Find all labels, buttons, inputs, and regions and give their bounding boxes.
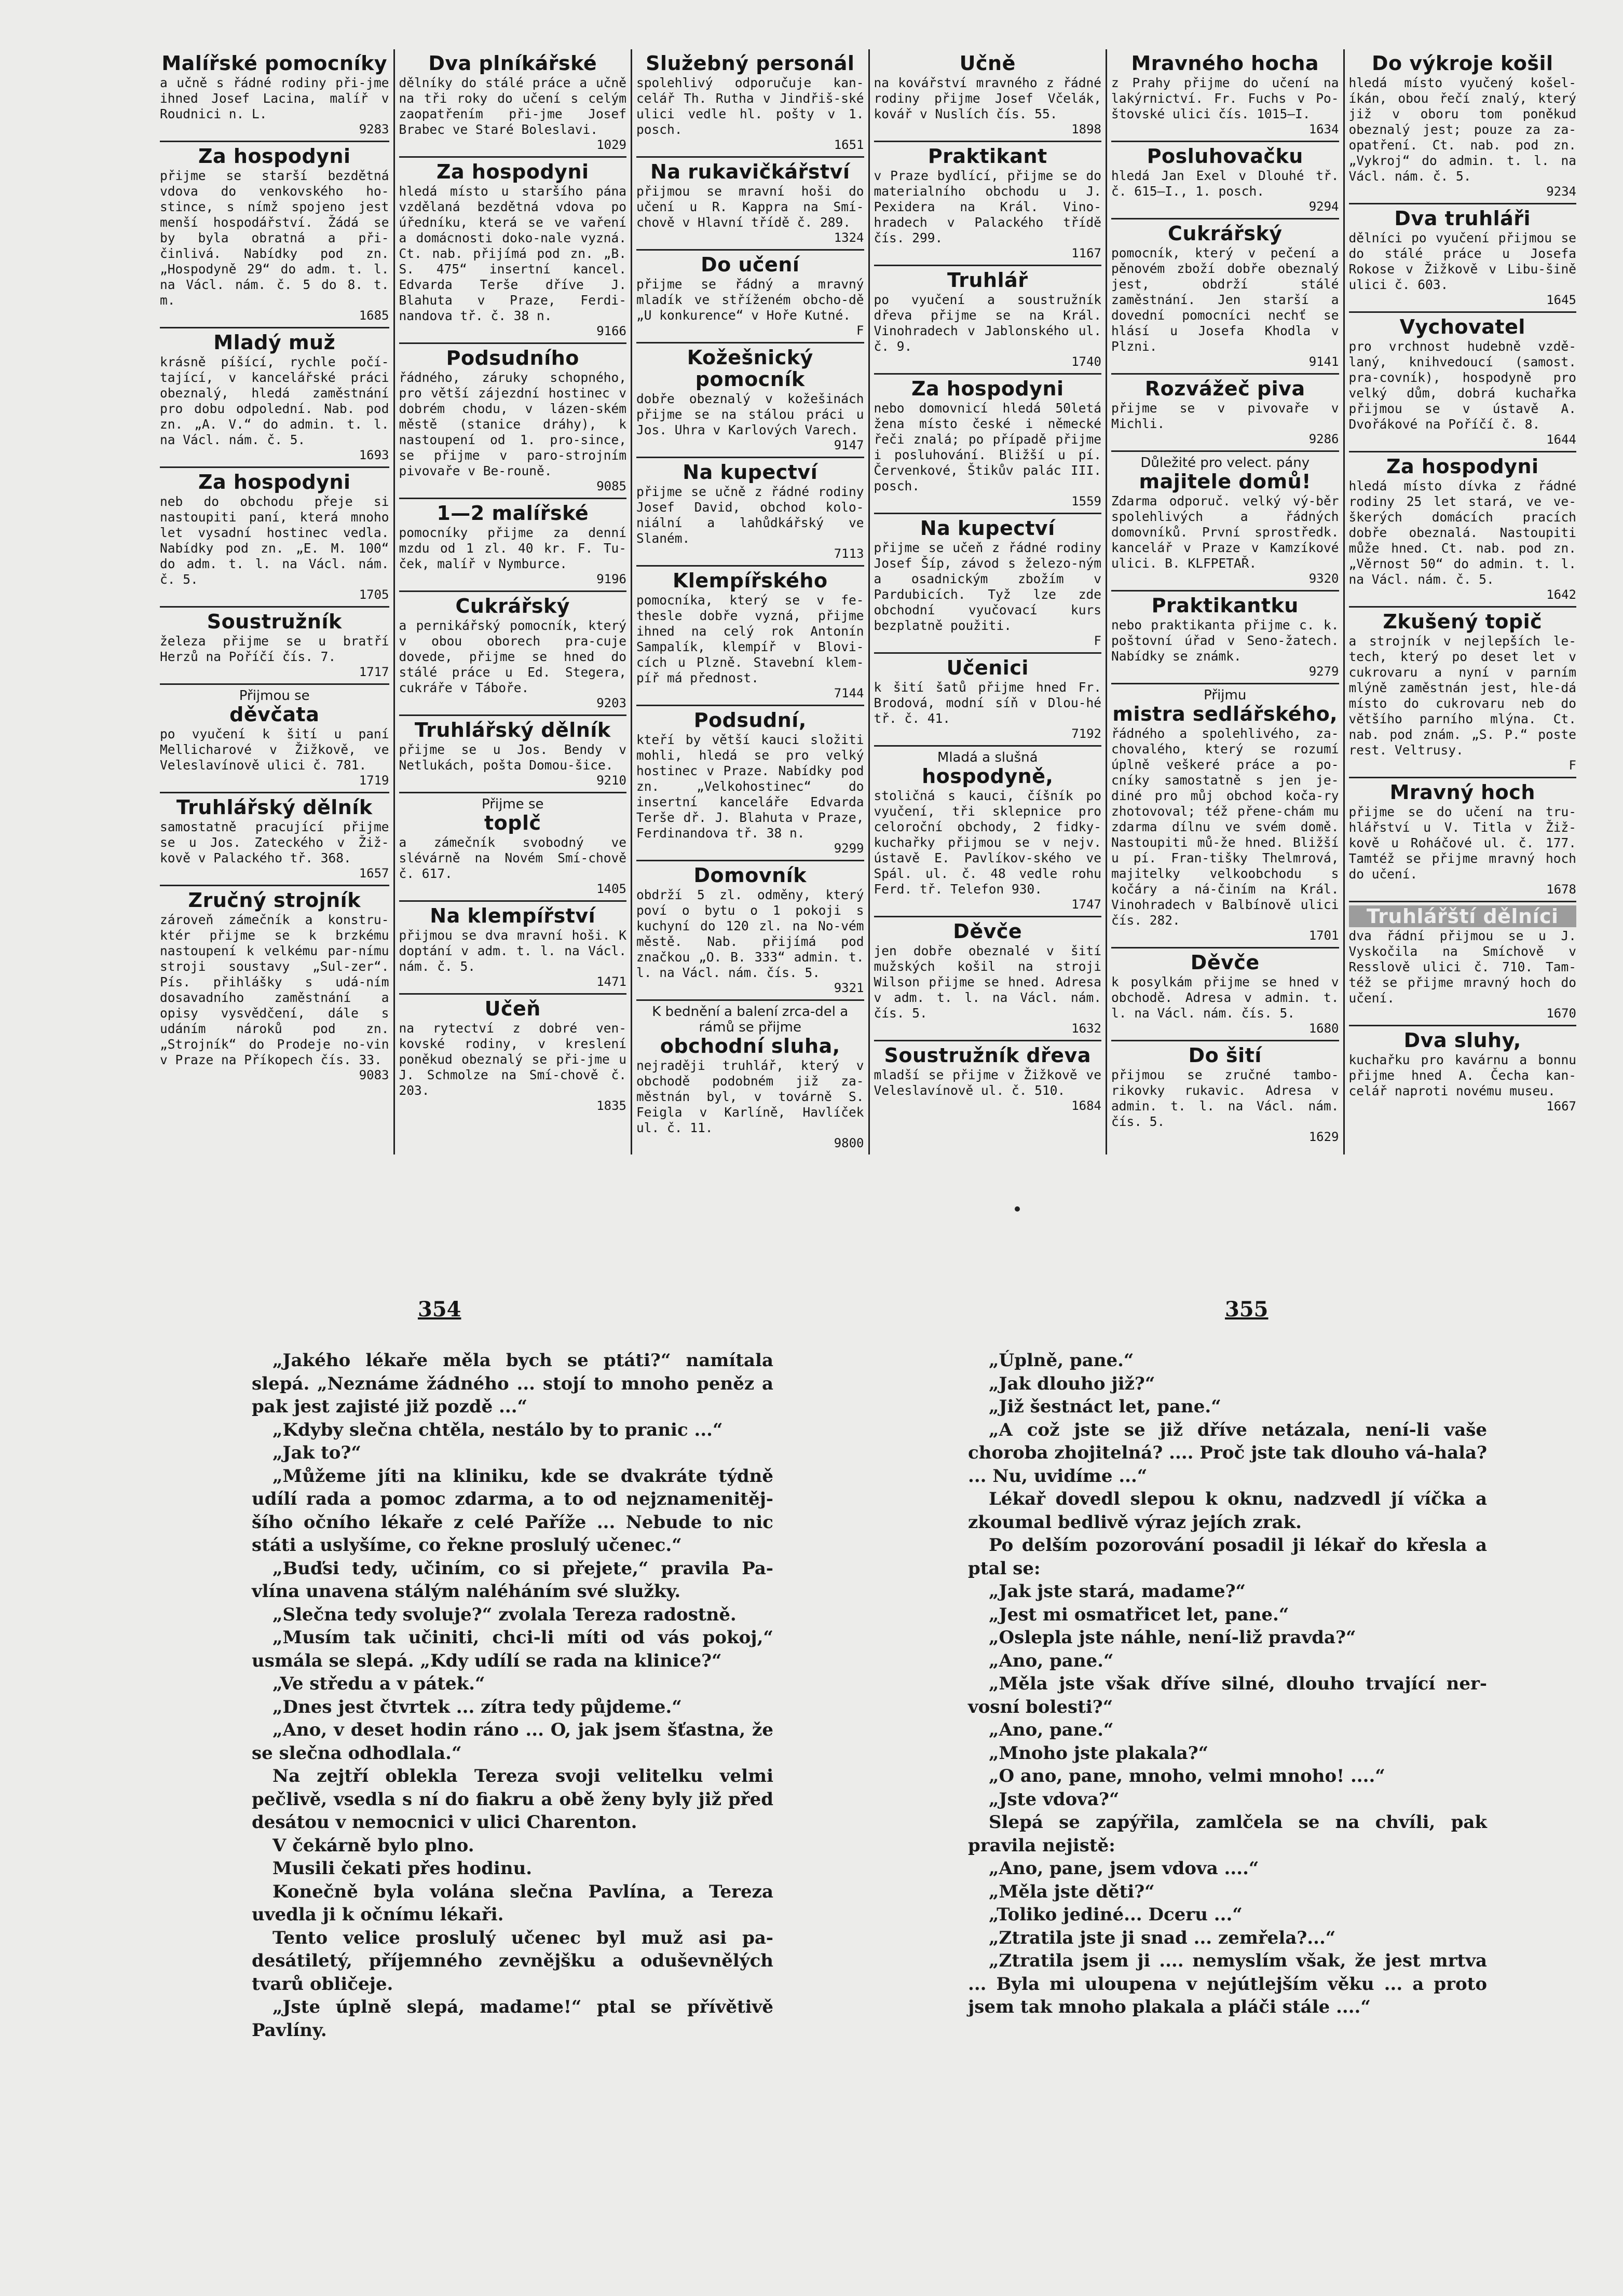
ad-number: 1634 — [1308, 122, 1339, 136]
paragraph: „Kdyby slečna chtěla, nestálo by to pranic ...“ — [272, 1419, 723, 1440]
ad-number: 1705 — [359, 587, 389, 602]
ad-block — [874, 266, 1102, 375]
ad-body: pro vrchnost hudebně vzdě-laný, knihvedoucí (samost. pra-covník), hospodyně pro velký dům, dobrá kuchařka přijmou se v ústavě A. Dvořákové na Poříčí č. 8. — [1348, 339, 1576, 432]
ad-heading: Služebný personál — [646, 52, 855, 75]
ad-number: F — [856, 323, 864, 338]
ad-heading: Vychovatel — [1399, 315, 1525, 338]
ad-block — [160, 886, 389, 1087]
ad-heading: Truhlářský dělník — [414, 719, 611, 741]
ads-column-6 — [1343, 49, 1581, 1154]
ad-body: nejraději truhlář, který v obchodě podobném již za-městnán byl, v továrně S. Feigla v Karlíně, Havlíček ul. č. 11. — [636, 1058, 864, 1135]
ad-body: pomocník, který v pečení a pěnovém zboží dobře obeznalý jest, obdrží stálé zaměstnání. Jen starší a dovední pomocníci nechť se hlásí u Josefa Khodla v Plzni. — [1111, 245, 1339, 354]
ad-block — [636, 158, 864, 251]
ad-body: a zámečník svobodný ve slévárně na Novém Smí-chově č. 617. — [399, 835, 626, 881]
right-page-number: 355 — [1225, 1297, 1269, 1322]
ad-heading: Do výkroje košil — [1371, 52, 1553, 75]
ad-body: přijme se u Jos. Bendy v Netlukách, pošta Domou-šice. — [399, 742, 626, 773]
ad-heading: Mladý muž — [213, 331, 336, 354]
ad-body: a pernikářský pomocník, který v obou oborech pra-cuje dovede, přijme se hned do stálé práce u Ed. Stegera, cukráře v Táboře. — [399, 618, 626, 695]
ad-heading: Truhlář — [947, 269, 1028, 292]
ad-body: přijmou se mravní hoši do učení u R. Kappra na Smí-chově v Hlavní třídě č. 289. — [636, 184, 864, 230]
ad-block — [1111, 452, 1339, 592]
ad-number: 9196 — [596, 572, 626, 586]
ad-heading: Děvče — [953, 920, 1022, 943]
ad-heading: obchodní sluha, — [660, 1035, 840, 1057]
ad-body: a učně s řádné rodiny při-jme ihned Josef Lacina, malíř v Roudnici n. L. — [160, 75, 389, 121]
ad-heading: Do šití — [1188, 1044, 1262, 1067]
ad-number: 9283 — [359, 122, 389, 136]
ad-heading: Dva sluhy, — [1403, 1029, 1521, 1052]
ad-number: 1644 — [1546, 432, 1576, 447]
ad-number: 9147 — [834, 438, 864, 452]
ad-body: řádného a spolehlivého, za-chovalého, který se rozumí úplně veškeré práce a po-cníky samostatně s jen je-diné pro můj obchod koča-ry zhotovoval; též přene-chám mu zdarma dílnu ve svém domě. Nastoupiti mů-že hned. Bližší u pí. Fran-tišky Thelmrová, majitelky velkoobchodu s kočáry a ná-činím na Král. Vinohradech v Balbínově ulici čís. 282. — [1111, 726, 1339, 928]
ad-block — [1111, 375, 1339, 452]
paragraph: „Jakého lékaře měla bych se ptáti?“ namítala slepá. „Neznáme žádného ... stojí to mnoho peněz a pak jest zajisté již pozdě ...“ — [252, 1350, 773, 1417]
paragraph: „Ano, pane, jsem vdova ....“ — [989, 1858, 1259, 1879]
ad-body: dva řádní přijmou se u J. Vyskočila na Smíchově v Resslově ulici č. 710. Tam-též se přijme mravný hoch do učení. — [1348, 928, 1576, 1006]
paragraph: „Oslepla jste náhle, není-liž pravda?“ — [989, 1627, 1356, 1648]
ad-number: 1684 — [1071, 1098, 1101, 1113]
ad-body: nebo domovnicí hledá 50letá žena místo české i německé řeči znalá; po případě přijme i posluhování. Bližší u pí. Červenkové, Štikův palác III. posch. — [874, 401, 1101, 493]
paragraph: „Ztratila jste ji snad ... zemřela?...“ — [989, 1927, 1336, 1948]
paragraph: „Ano, pane.“ — [989, 1650, 1114, 1671]
ad-block — [1349, 778, 1577, 902]
ad-block — [1349, 608, 1577, 778]
ad-block — [160, 685, 389, 793]
ad-block — [636, 1001, 864, 1154]
ad-number: 1642 — [1546, 587, 1576, 602]
paragraph: „Úplně, pane.“ — [989, 1350, 1134, 1371]
ad-number: 9294 — [1308, 199, 1339, 214]
ad-lead-in: Přijme se — [482, 796, 544, 812]
ad-number: 9320 — [1308, 571, 1339, 586]
paragraph: „Musím tak učiniti, chci-li míti od vás pokoj,“ usmála se slepá. „Kdy udílí se rada na klinice?“ — [252, 1627, 773, 1671]
paragraph: Lékař dovedl slepou k oknu, nadzvedl jí víčka a zkoumal bedlivě výraz jejích zrak. — [968, 1489, 1487, 1533]
ad-heading: Praktikant — [928, 145, 1047, 168]
ad-block — [1111, 219, 1339, 375]
ad-heading: Cukrářský — [455, 595, 570, 617]
ad-number: 9286 — [1308, 432, 1339, 446]
ad-heading: Malířské pomocníky — [161, 52, 388, 75]
ad-number: 7113 — [834, 546, 864, 561]
paragraph: V čekárně bylo plno. — [272, 1835, 474, 1856]
ad-body: přijme se učně z řádné rodiny Josef David, obchod kolo-niální a lahůdkářský ve Slaném. — [636, 484, 864, 546]
ad-number: 1719 — [359, 773, 389, 788]
paragraph: Na zejtří oblekla Tereza svoji velitelku velmi pečlivě, vsedla s ní do fiakru a obě ženy byly již před desátou v nemocnici v ulici Charenton. — [252, 1766, 773, 1833]
ad-number: 9166 — [596, 324, 626, 338]
ads-column-1 — [156, 49, 393, 1154]
ad-heading: 1—2 malířské — [437, 502, 589, 525]
ad-body: krásně píšící, rychle počí-tající, v kancelářské práci obeznalý, hledá zaměstnání pro dobu odpolední. Nab. pod zn. „A. V.“ do admin. t. l. na Václ. nám. č. 5. — [160, 354, 389, 447]
ad-heading: Podsudního — [446, 347, 579, 369]
ad-block — [636, 251, 864, 343]
paragraph: Po delším pozorování posadil ji lékař do křesla a ptal se: — [968, 1535, 1487, 1579]
ad-block — [1349, 313, 1577, 452]
ad-body: neb do obchodu přeje si nastoupiti paní, která mnoho let vysadní hostinec vedla. Nabídky pod zn. „E. M. 100“ do adm. t. l. na Václ. nám. č. 5. — [160, 494, 389, 587]
ad-block — [874, 142, 1102, 266]
ad-body: dělníky do stálé práce a učně na tři roky do učení s celým zaopatřením při-jme Josef Brabec ve Staré Boleslavi. — [399, 75, 626, 137]
ad-number: 9141 — [1308, 354, 1339, 369]
paragraph: Tento velice proslulý učenec byl muž asi pa-desátiletý, příjemného zevnějšku a oduševnělých tvarů obličeje. — [252, 1927, 773, 1995]
ad-heading: hospodyně, — [922, 765, 1054, 788]
ad-number: 1717 — [359, 665, 389, 679]
paragraph: „Ano, pane.“ — [989, 1720, 1114, 1740]
paragraph: „Jste úplně slepá, madame!“ ptal se přívětivě Pavlíny. — [252, 1997, 773, 2041]
paragraph: „Ve středu a v pátek.“ — [272, 1673, 485, 1694]
ad-body: hledá Jan Exel v Dlouhé tř. č. 615—I., 1. posch. — [1111, 168, 1339, 199]
ad-heading: Rozvážeč piva — [1144, 377, 1305, 400]
ad-number: 1678 — [1546, 882, 1576, 897]
paragraph: „Dnes jest čtvrtek ... zítra tedy půjdeme.“ — [272, 1696, 682, 1717]
ad-heading: Posluhovačku — [1147, 145, 1303, 168]
ad-number: 7144 — [834, 686, 864, 700]
ad-number: 9279 — [1308, 664, 1339, 679]
ad-number: 1747 — [1071, 897, 1101, 912]
ad-block — [399, 158, 627, 344]
ad-heading: Podsudní, — [693, 709, 807, 732]
ad-block — [160, 468, 389, 608]
ad-number: 9203 — [596, 696, 626, 710]
paragraph: „Buďsi tedy, učiním, co si přejete,“ pravila Pa-vlína unavena stálým naléháním své služky. — [252, 1558, 773, 1602]
ad-body: stoličná s kauci, číšník po vyučení, tři sklepnice pro celoroční obchody, 2 fidky-kuchařky přijmou se v nejv. ústavě E. Pavlíkov-ského ve Spál. ul. č. 48 vedle rohu Ferd. tř. Telefon 930. — [874, 788, 1101, 897]
ad-number: 1740 — [1071, 354, 1101, 369]
ad-heading: Truhlářský dělník — [176, 796, 373, 819]
ad-number: 1632 — [1071, 1021, 1101, 1036]
ad-number: 9299 — [834, 841, 864, 856]
paragraph: „Jest mi osmatřicet let, pane.“ — [989, 1604, 1289, 1625]
ad-heading: Za hospodyni — [1386, 455, 1539, 478]
ad-body: a strojník v nejlepších le-tech, který po deset let v cukrovaru a nyní v parním mlýně zaměstnán jest, hle-dá místo do cukrovaru neb do většího parního mlýna. Ct. nab. pod znám. „S. P.“ poste rest. Veltrusy. — [1348, 634, 1576, 758]
ad-lead-in: Přijmou se — [239, 688, 310, 704]
ad-body: jen dobře obeznalé v šití mužských košil na stroji Wilson přijme se hned. Adresa v adm. t. l. na Václ. nám. čís. 5. — [874, 943, 1101, 1021]
ad-body: obdrží 5 zl. odměny, který poví o bytu o 1 pokoji s kuchyní do 120 zl. na No-vém městě. Nab. přijímá pod značkou „O. B. 333“ admin. t. l. na Václ. nám. čís. 5. — [636, 887, 864, 980]
ad-number: 1680 — [1308, 1021, 1339, 1036]
ad-number: 1324 — [834, 230, 864, 245]
ad-block — [399, 793, 627, 902]
ad-body: na kovářství mravného z řádné rodiny přijme Josef Včelák, kovář v Nuslích čís. 55. — [874, 75, 1101, 121]
ad-body: po vyučení a soustružník dřeva přijme se na Král. Vinohradech v Jablonského ul. č. 9. — [874, 292, 1101, 354]
ad-body: pomocníka, který se v fe-thesle dobře vyzná, přijme ihned na celý rok Antonín Sampalík, klempíř v Blovi-cích u Plzně. Stavební klem-píř má přednost. — [636, 593, 864, 685]
ad-block — [399, 716, 627, 793]
ad-body: kteří by větší kauci složiti mohli, hledá se pro velký hostinec v Praze. Nabídky pod zn. „Velkohostinec“ do insertní kanceláře Edvarda Terše dř. J. Blahuta v Praze, Ferdinandova tř. 38 n. — [636, 732, 864, 841]
ad-body: přijme se v pivovaře v Michli. — [1111, 401, 1339, 431]
ad-heading: Na kupectví — [920, 517, 1055, 540]
ad-body: pomocníky přijme za denní mzdu od 1 zl. 40 kr. F. Tu-ček, malíř v Nymburce. — [399, 525, 626, 571]
ad-body: přijme se do učení na tru-hlářství u V. Titla v Žiž-kově u Roháčové ul. č. 177. Tamtéž se přijme mravný hoch do učení. — [1348, 804, 1576, 882]
ad-number: 9234 — [1546, 184, 1576, 199]
ad-number: 1835 — [596, 1098, 626, 1113]
ad-number: 9210 — [596, 773, 626, 788]
ad-body: dobře obeznalý v kožešinách přijme se na stálou práci u Jos. Uhra v Karlových Varech. — [636, 391, 864, 437]
ad-heading: majitele domů! — [1139, 470, 1312, 493]
ad-block — [160, 608, 389, 685]
ad-body: přijme se starší bezdětná vdova do venkovského ho-stince, s nímž spojeno jest menší hospodářství. Žádá se by byla obratná a při-činlivá. Nabídky pod zn. „Hospodyně 29“ do adm. t. l. na Václ. nám. č. 5 do 8. t. m. — [160, 168, 389, 308]
ad-body: hledá místo dívka z řádné rodiny 25 let stará, ve ve-škerých domácích pracích dobře obeznalá. Nastoupiti může hned. Ct. nab. pod zn. „Věrnost 50“ do admin. t. l. na Václ. nám. č. 5. — [1348, 478, 1576, 587]
ad-block — [636, 861, 864, 1001]
ad-block — [399, 344, 627, 499]
ad-number: F — [1569, 758, 1576, 773]
ad-body: samostatně pracující přijme se u Jos. Zateckého v Žiž-kově v Palackého tř. 368. — [160, 819, 389, 865]
ad-block — [874, 514, 1102, 654]
ad-number: 1693 — [359, 448, 389, 462]
ad-heading: Děvče — [1190, 951, 1260, 974]
ad-block — [399, 902, 627, 995]
ad-heading: Dva truhláři — [1394, 207, 1531, 230]
ad-heading: Cukrářský — [1168, 222, 1283, 245]
ad-number: 1898 — [1071, 122, 1101, 136]
ad-block — [1349, 204, 1577, 313]
ad-body: kuchařku pro kavárnu a bonnu přijme hned A. Čecha kan-celář naproti novému museu. — [1348, 1052, 1576, 1098]
paragraph: „Mnoho jste plakala?“ — [989, 1742, 1209, 1764]
ad-body: z Prahy přijme do učení na lakýrnictví. Fr. Fuchs v Po-štovské ulici čís. 1015—I. — [1111, 75, 1339, 121]
ad-block — [1349, 1026, 1577, 1118]
paragraph: „Jak jste stará, madame?“ — [989, 1581, 1246, 1602]
classified-ads — [156, 49, 1580, 1154]
ad-body: Zdarma odporuč. velký vý-běr spolehlivých a řádných domovníků. První sprostředk. kancelář v Praze v Kamzíkové ulici. B. KLFPETAŘ. — [1111, 493, 1339, 571]
paragraph: „Již šestnáct let, pane.“ — [989, 1396, 1221, 1417]
ad-block — [1111, 684, 1339, 948]
ad-body: na rytectví z dobré ven-kovské rodiny, v kreslení poněkud obeznalý se při-jme u J. Schmolze na Smí-chově č. 203. — [399, 1021, 626, 1098]
ad-number: 7192 — [1071, 726, 1101, 741]
ads-column-5 — [1106, 49, 1343, 1154]
ad-block — [160, 328, 389, 468]
ad-block — [1111, 49, 1339, 142]
right-page-text — [968, 1349, 1487, 2019]
ad-number: 1701 — [1308, 928, 1339, 943]
ad-heading: Do učení — [701, 253, 800, 276]
ad-block — [399, 995, 627, 1117]
ad-heading: Mravného hocha — [1131, 52, 1319, 75]
ad-lead-in: Důležité pro velect. pány — [1140, 455, 1310, 471]
ad-block — [874, 654, 1102, 747]
ad-block — [1111, 1041, 1339, 1148]
ad-heading: Mravný hoch — [1389, 781, 1535, 804]
ad-body: k posylkám přijme se hned v obchodě. Adresa v admin. t. l. na Václ. nám. čís. 5. — [1111, 974, 1339, 1021]
ad-number: 1559 — [1071, 494, 1101, 508]
ad-body: k šití šatů přijme hned Fr. Brodová, modní síň v Dlou-hé tř. č. 41. — [874, 680, 1101, 726]
ad-heading: Soustružník dřeva — [884, 1044, 1091, 1067]
ad-block — [1349, 902, 1577, 1026]
paragraph: „A což jste se již dříve netázala, není-li vaše choroba zhojitelná? .... Proč jste tak dlouho vá-hala? ... Nu, uvidíme ...“ — [968, 1419, 1487, 1487]
ad-heading: Dva plníkářské — [428, 52, 597, 75]
ad-body: dělníci po vyučení přijmou se do stálé práce u Josefa Rokose v Žižkově v Libu-šině ulici č. 603. — [1348, 230, 1576, 292]
ad-block — [399, 592, 627, 716]
ad-block — [160, 793, 389, 886]
left-page-number: 354 — [418, 1297, 461, 1322]
ad-heading: Učně — [959, 52, 1016, 75]
ad-lead-in: K bednění a balení zrca-del a rámů se přijme — [652, 1004, 849, 1035]
ad-block — [1349, 49, 1577, 204]
ad-heading: Na klempířství — [430, 904, 596, 927]
ink-dot — [1015, 1206, 1020, 1212]
ad-body: nebo praktikanta přijme c. k. poštovní úřad v Seno-žatech. Nabídky se známk. — [1111, 617, 1339, 664]
paragraph: „Měla jste však dříve silné, dlouho trvající ner-vosní bolesti?“ — [968, 1673, 1487, 1717]
ad-body: hledá místo u staršího pána vzdělaná bezdětná vdova po úředníku, která se ve vaření a domácnosti doko-nale vyzná. Ct. nab. přijímá pod zn. „B. S. 475“ insertní kancel. Edvarda Terše dříve J. Blahuta v Praze, Ferdi-nandova tř. č. 38 n. — [399, 184, 626, 323]
ad-body: zároveň zámečník a konstru-ktér přijme se k brzkému nastoupení k velkému par-nímu stroji soustavy „Sul-zer“. Pís. přihlášky s udá-ním dosavadního zaměstnání a opisy vysvědčení, dále s udáním nároků pod zn. „Strojník“ do Prodeje no-vin v Praze na Příkopech čís. 33. — [160, 912, 389, 1067]
ad-heading: Soustružník — [207, 610, 342, 633]
ad-block — [1111, 592, 1339, 684]
ad-body: řádného, záruky schopného, pro větší zájezdní hostinec v dobrém chodu, v lázen-ském městě (stanice dráhy), k nastoupení od 1. pro-since, se přijme v paro-strojním pivovaře v Be-rouně. — [399, 370, 626, 478]
ad-heading: Domovník — [693, 864, 807, 887]
ad-number: F — [1094, 634, 1101, 648]
ad-number: 1685 — [359, 308, 389, 323]
ad-heading: Klempířského — [672, 569, 828, 592]
ad-block — [636, 49, 864, 158]
ad-block — [636, 706, 864, 861]
ad-block — [160, 49, 389, 142]
ad-body: železa přijme se u bratří Herzů na Poříčí čís. 7. — [160, 634, 389, 664]
ad-number: 9085 — [596, 479, 626, 493]
ad-heading: Za hospodyni — [198, 471, 351, 493]
ad-number: 9083 — [359, 1068, 389, 1082]
ad-number: 9800 — [834, 1136, 864, 1150]
ad-heading: Za hospodyni — [911, 377, 1064, 400]
ads-column-3 — [631, 49, 868, 1154]
left-page-text — [252, 1349, 773, 2042]
ad-lead-in: Mladá a slušná — [937, 750, 1038, 765]
paragraph: „Jak to?“ — [272, 1442, 361, 1463]
paragraph: „Měla jste děti?“ — [989, 1881, 1155, 1902]
ad-body: přijmou se dva mravní hoši. K doptání v adm. t. l. na Václ. nám. č. 5. — [399, 928, 626, 974]
ad-heading: Zkušený topič — [1383, 610, 1543, 633]
ads-column-4 — [868, 49, 1106, 1154]
ad-body: přijme se řádný a mravný mladík ve stříženém obcho-dě „U konkurence“ v Hoře Kutné. — [636, 277, 864, 323]
ad-heading: děvčata — [229, 703, 320, 726]
ad-body: po vyučení k šití u paní Mellicharové v Žižkově, ve Veleslavínově ulici č. 781. — [160, 726, 389, 773]
ad-heading: Za hospodyni — [436, 160, 589, 183]
ad-lead-in: Přijmu — [1204, 688, 1247, 703]
ad-number: 1657 — [359, 866, 389, 881]
paragraph: „Můžeme jíti na kliniku, kde se dvakráte týdně udílí rada a pomoc zdarma, a to od nejznamenitěj-šího očního lékaře z celé Paříže ... Nebude to nic státi a uslyšíme, co řekne proslulý učenec.“ — [252, 1465, 773, 1556]
ad-block — [874, 747, 1102, 917]
ad-number: 9321 — [834, 981, 864, 995]
ad-block — [1111, 142, 1339, 219]
ads-column-2 — [393, 49, 631, 1154]
ad-heading: Kožešnický pomocník — [687, 346, 813, 391]
ad-body: v Praze bydlící, přijme se do materialního obchodu u J. Pexidera na Král. Vino-hradech v Palackého třídě čís. 299. — [874, 168, 1101, 245]
paragraph: Slepá se zapýřila, zamlčela se na chvíli, pak pravila nejistě: — [968, 1812, 1487, 1856]
ad-number: 1629 — [1308, 1130, 1339, 1144]
ad-heading: toplč — [484, 812, 541, 834]
ad-block — [160, 142, 389, 328]
ad-heading: Na kupectví — [683, 461, 818, 484]
paragraph: „O ano, pane, mnoho, velmi mnoho! ....“ — [989, 1766, 1385, 1786]
paragraph: „Slečna tedy svoluje?“ zvolala Tereza radostně. — [272, 1604, 737, 1625]
ad-heading: mistra sedlářského, — [1112, 703, 1338, 725]
paragraph: „Ztratila jsem ji .... nemyslím však, že jest mrtva ... Byla mi uloupena v nejútlejším věku ... a proto jsem tak mnoho plakala a pláči stále ....“ — [968, 1950, 1487, 2017]
ad-heading: Učeň — [484, 997, 541, 1020]
ad-body: spolehlivý odporučuje kan-celář Th. Rutha v Jindřiš-ské ulici vedle hl. pošty v 1. posch. — [636, 75, 864, 137]
paragraph: „Jak dlouho již?“ — [989, 1373, 1155, 1394]
ad-number: 1405 — [596, 882, 626, 896]
ad-heading: Na rukavičkářství — [650, 160, 850, 183]
ad-block — [874, 49, 1102, 142]
paragraph: Musili čekati přes hodinu. — [272, 1858, 533, 1879]
ad-number: 1651 — [834, 138, 864, 152]
paragraph: „Ano, v deset hodin ráno ... O, jak jsem šťastna, že se slečna odhodlala.“ — [252, 1720, 773, 1764]
ad-block — [874, 1041, 1102, 1117]
ad-body: přijmou se zručné tambo-rikovky rukavic. Adresa v admin. t. l. na Václ. nám. čís. 5. — [1111, 1067, 1339, 1129]
ad-block — [636, 458, 864, 567]
ad-block — [636, 343, 864, 458]
paragraph: Konečně byla volána slečna Pavlína, a Tereza uvedla ji k očnímu lékaři. — [252, 1881, 773, 1925]
ad-block — [1111, 948, 1339, 1041]
ad-heading: Praktikantku — [1151, 594, 1299, 617]
ad-block — [874, 917, 1102, 1041]
ad-heading: Truhlářští dělníci — [1349, 905, 1577, 927]
ad-heading: Zručný strojník — [188, 889, 361, 912]
ad-number: 1167 — [1071, 246, 1101, 260]
ad-body: mladší se přijme v Žižkově ve Veleslavínově ul. č. 510. — [874, 1067, 1101, 1098]
ad-block — [399, 49, 627, 158]
ad-block — [874, 375, 1102, 514]
ad-heading: Za hospodyni — [198, 145, 351, 168]
ad-block — [1349, 452, 1577, 608]
ad-number: 1645 — [1546, 293, 1576, 307]
ad-block — [636, 567, 864, 706]
ad-body: hledá místo vyučený košel-íkán, obou řečí znalý, který již v oboru tom poněkud obeznalý jest; pouze za za-opatření. Ct. nab. pod zn. „Vykroj“ do admin. t. l. na Václ. nám. č. 5. — [1348, 75, 1576, 184]
ad-heading: Učenici — [946, 656, 1029, 679]
ad-number: 1667 — [1546, 1099, 1576, 1113]
paragraph: „Jste vdova?“ — [989, 1789, 1120, 1810]
ad-number: 1471 — [596, 974, 626, 989]
ad-number: 1670 — [1546, 1006, 1576, 1021]
ad-body: přijme se učeň z řádné rodiny Josef Šíp, závod s železo-ným a osadnickým zbožím v Pardubicích. Tyž lze zde obchodní vyučovací kurs bezplatně použiti. — [874, 540, 1101, 633]
ad-block — [399, 499, 627, 592]
paragraph: „Toliko jediné... Dceru ...“ — [989, 1904, 1243, 1925]
ad-number: 1029 — [596, 138, 626, 152]
